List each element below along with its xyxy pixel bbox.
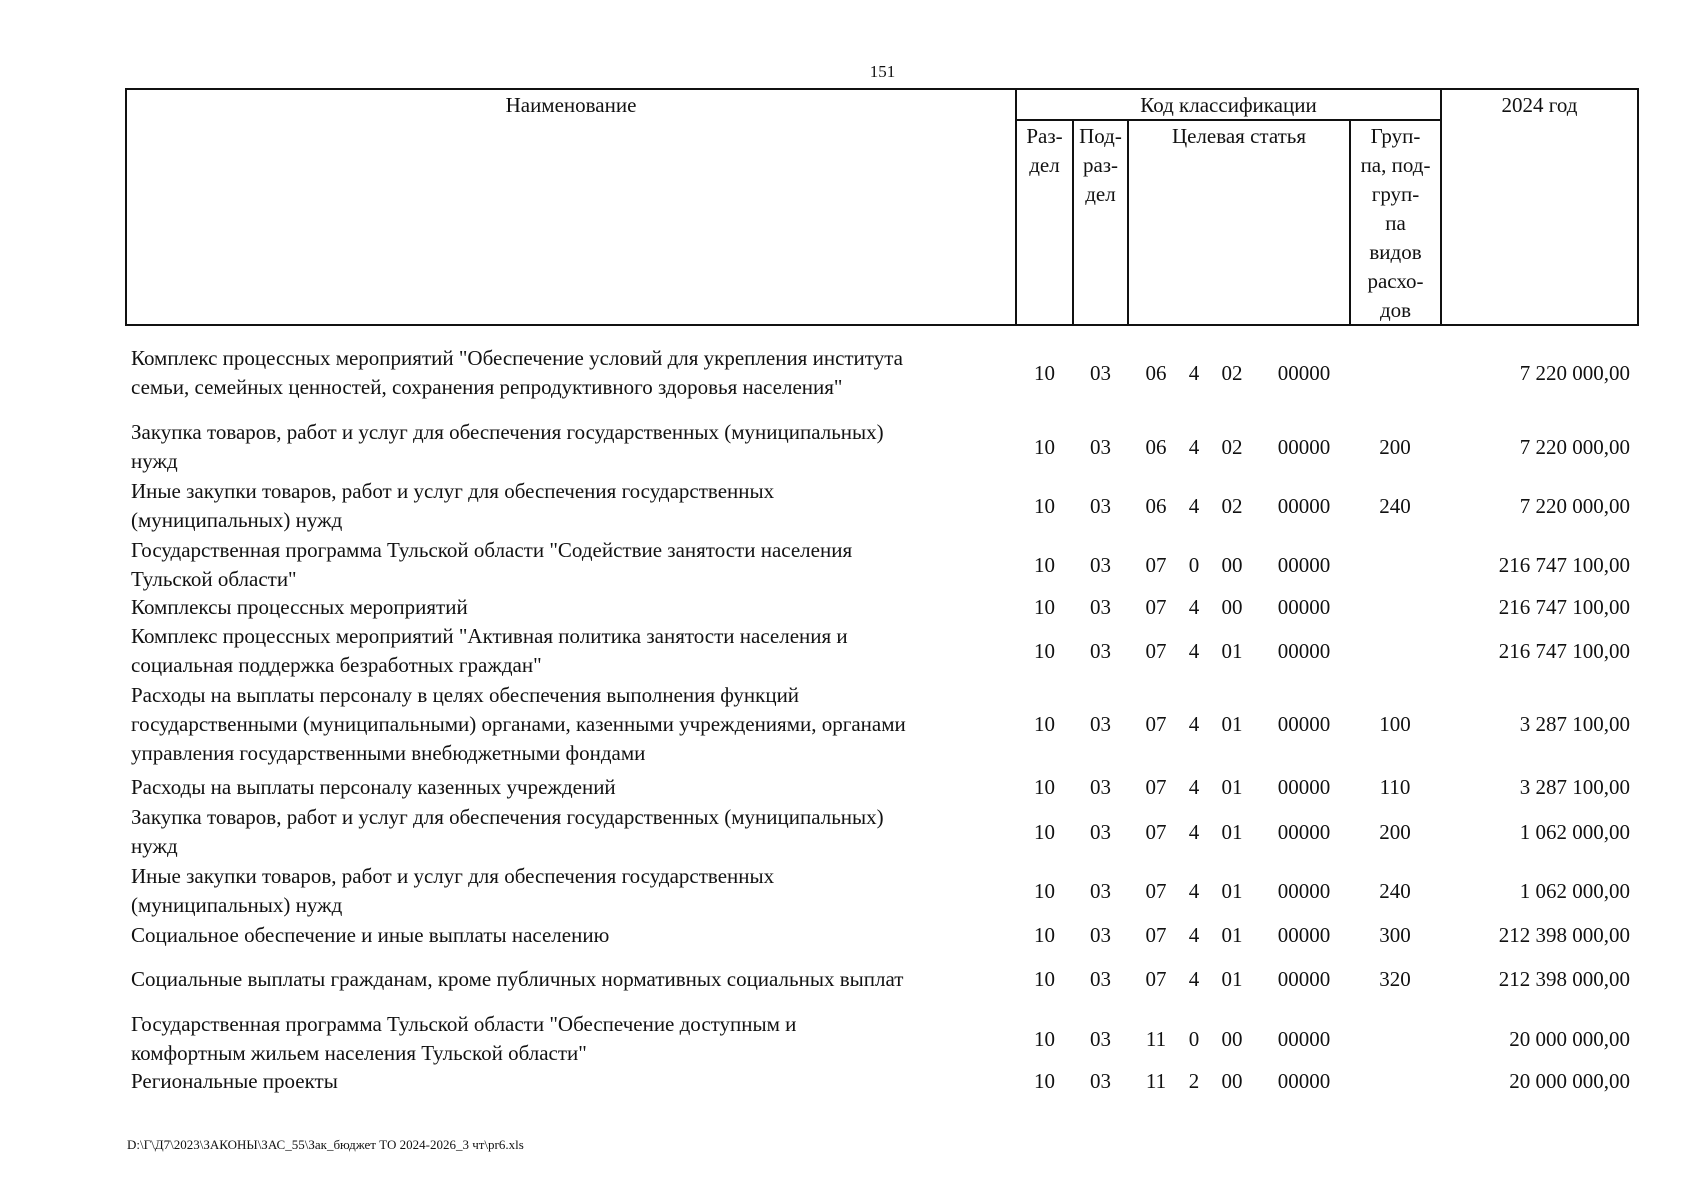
row-t2: 4 [1188,819,1200,844]
row-section: 10 [1034,878,1055,903]
row-name-line: государственными (муниципальными) органами, казенными учреждениями, органами [131,712,906,736]
row-name-line: Расходы на выплаты персоналу в целях обеспечения выполнения функций [131,683,800,707]
group_lines-line: дов [1379,298,1412,322]
row-name-line: Комплексы процессных мероприятий [131,595,468,619]
row-amount: 7 220 000,00 [1519,360,1630,385]
row-t4: 00000 [1277,775,1331,799]
row-t4: 00000 [1277,434,1331,459]
group_lines-line: груп- [1371,182,1420,206]
row-t4: 00000 [1277,1026,1331,1051]
row-name-line: Тульской области" [131,567,297,591]
section_lines-line: Раз- [1026,124,1063,148]
row-name [131,418,1011,476]
row-t3: 02 [1221,360,1243,385]
row-name-line: Государственная программа Тульской области "Содействие занятости населения [131,538,853,562]
row-section: 10 [1034,712,1055,736]
row-name [131,344,1011,402]
row-section: 10 [1034,1026,1055,1051]
row-t1: 06 [1145,434,1167,459]
header-year: 2024 год [1501,93,1578,117]
row-name-line: Расходы на выплаты персоналу казенных учреждений [131,775,616,799]
row-t3: 01 [1221,878,1243,903]
row-t3: 01 [1221,712,1243,736]
row-group: 200 [1379,434,1411,459]
row-t2: 4 [1188,638,1200,663]
row-subsection: 03 [1090,967,1111,991]
row-t3: 01 [1221,819,1243,844]
row-amount: 7 220 000,00 [1519,493,1630,518]
row-subsection: 03 [1090,493,1111,518]
row-t4: 00000 [1277,360,1331,385]
group_lines-line: расхо- [1367,269,1424,293]
row-t2: 4 [1188,967,1200,991]
row-amount: 20 000 000,00 [1509,1026,1630,1051]
row-section: 10 [1034,1069,1055,1093]
row-section: 10 [1034,595,1055,619]
row-subsection: 03 [1090,712,1111,736]
row-t1: 06 [1145,493,1167,518]
row-subsection: 03 [1090,360,1111,385]
row-name-line: Закупка товаров, работ и услуг для обеспечения государственных (муниципальных) [131,805,884,829]
row-name [131,1067,1011,1096]
group_lines-line: па, под- [1360,153,1431,177]
row-name [131,921,1011,950]
row-section: 10 [1034,638,1055,663]
row-name-line: Социальное обеспечение и иные выплаты населению [131,923,610,947]
row-t4: 00000 [1277,595,1331,619]
row-name [131,862,1011,920]
row-t2: 0 [1188,1026,1200,1051]
subsection_lines-line: Под- [1079,124,1122,148]
row-t4: 00000 [1277,1069,1331,1093]
row-t3: 00 [1221,1069,1243,1093]
row-section: 10 [1034,819,1055,844]
row-t1: 07 [1145,923,1167,947]
row-name-line: комфортным жильем населения Тульской области" [131,1041,587,1065]
row-section: 10 [1034,775,1055,799]
row-section: 10 [1034,360,1055,385]
row-name-line: нужд [131,449,178,473]
row-t1: 07 [1145,775,1167,799]
row-t2: 4 [1188,434,1200,459]
row-t1: 07 [1145,819,1167,844]
row-name [131,965,1011,994]
row-subsection: 03 [1090,1026,1111,1051]
row-t4: 00000 [1277,552,1331,577]
row-t1: 07 [1145,878,1167,903]
row-name-line: Социальные выплаты гражданам, кроме публичных нормативных социальных выплат [131,967,904,991]
row-group: 300 [1379,923,1411,947]
row-t3: 01 [1221,775,1243,799]
row-group: 240 [1379,878,1411,903]
row-t4: 00000 [1277,923,1331,947]
row-name-line: Иные закупки товаров, работ и услуг для обеспечения государственных [131,864,775,888]
row-section: 10 [1034,923,1055,947]
row-t3: 01 [1221,923,1243,947]
header-classification-code: Код классификации [1140,93,1317,117]
row-group: 320 [1379,967,1411,991]
row-t1: 06 [1145,360,1167,385]
row-section: 10 [1034,967,1055,991]
row-subsection: 03 [1090,819,1111,844]
row-amount: 216 747 100,00 [1498,638,1630,663]
row-subsection: 03 [1090,878,1111,903]
row-t2: 2 [1188,1069,1200,1093]
row-t4: 00000 [1277,493,1331,518]
subsection_lines-line: дел [1085,182,1116,206]
row-name-line: Комплекс процессных мероприятий "Активная политика занятости населения и [131,624,848,648]
group_lines-line: па [1385,211,1406,235]
row-name [131,622,1011,680]
row-name [131,536,1011,594]
row-section: 10 [1034,434,1055,459]
row-t3: 00 [1221,1026,1243,1051]
row-amount: 216 747 100,00 [1498,595,1630,619]
row-amount: 212 398 000,00 [1498,967,1630,991]
row-name [131,477,1011,535]
row-name-line: Закупка товаров, работ и услуг для обеспечения государственных (муниципальных) [131,420,884,444]
row-amount: 3 287 100,00 [1519,775,1630,799]
row-t1: 07 [1145,967,1167,991]
row-name-line: (муниципальных) нужд [131,893,343,917]
row-subsection: 03 [1090,595,1111,619]
row-name [131,593,1011,622]
row-amount: 216 747 100,00 [1498,552,1630,577]
row-name [131,681,1011,768]
row-section: 10 [1034,552,1055,577]
row-amount: 1 062 000,00 [1519,819,1630,844]
row-amount: 212 398 000,00 [1498,923,1630,947]
row-amount: 3 287 100,00 [1519,712,1630,736]
header-name: Наименование [505,93,637,117]
section_lines-line: дел [1029,153,1060,177]
row-subsection: 03 [1090,552,1111,577]
header-group [1351,122,1440,325]
row-amount: 7 220 000,00 [1519,434,1630,459]
row-t4: 00000 [1277,878,1331,903]
row-t1: 11 [1145,1026,1167,1051]
row-subsection: 03 [1090,638,1111,663]
row-subsection: 03 [1090,923,1111,947]
row-name [131,773,1011,802]
header-section [1017,122,1072,180]
row-group: 240 [1379,493,1411,518]
row-t2: 4 [1188,878,1200,903]
row-name-line: семьи, семейных ценностей, сохранения репродуктивного здоровья населения" [131,375,843,399]
row-t3: 01 [1221,638,1243,663]
row-amount: 20 000 000,00 [1509,1069,1630,1093]
row-amount: 1 062 000,00 [1519,878,1630,903]
row-t1: 11 [1145,1069,1167,1093]
row-t4: 00000 [1277,712,1331,736]
row-name-line: нужд [131,834,178,858]
row-t1: 07 [1145,595,1167,619]
row-name-line: управления государственными внебюджетными фондами [131,741,646,765]
row-group: 100 [1379,712,1411,736]
group_lines-line: видов [1369,240,1422,264]
row-section: 10 [1034,493,1055,518]
row-name-line: Государственная программа Тульской области "Обеспечение доступным и [131,1012,797,1036]
row-t1: 07 [1145,638,1167,663]
row-t2: 4 [1188,923,1200,947]
row-group: 200 [1379,819,1411,844]
row-subsection: 03 [1090,434,1111,459]
row-name-line: Комплекс процессных мероприятий "Обеспечение условий для укрепления института [131,346,903,370]
row-t3: 00 [1221,552,1243,577]
row-t3: 02 [1221,434,1243,459]
row-t1: 07 [1145,712,1167,736]
row-t2: 4 [1188,595,1200,619]
row-t3: 02 [1221,493,1243,518]
row-t4: 00000 [1277,967,1331,991]
footer-file-path: D:\Г\Д7\2023\ЗАКОНЫ\ЗАС_55\Зак_бюджет ТО 2024-2026_3 чт\pr6.xls [127,1137,524,1152]
row-group: 110 [1379,775,1411,799]
row-t4: 00000 [1277,638,1331,663]
row-t2: 4 [1188,493,1200,518]
row-t3: 00 [1221,595,1243,619]
row-subsection: 03 [1090,775,1111,799]
row-name-line: (муниципальных) нужд [131,508,343,532]
row-t3: 01 [1221,967,1243,991]
group_lines-line: Груп- [1370,124,1421,148]
row-name-line: социальная поддержка безработных граждан" [131,653,542,677]
row-t4: 00000 [1277,819,1331,844]
row-t2: 0 [1188,552,1200,577]
row-name [131,1010,1011,1068]
page-number: 151 [869,62,896,81]
row-name [131,803,1011,861]
row-name-line: Иные закупки товаров, работ и услуг для обеспечения государственных [131,479,775,503]
row-t2: 4 [1188,360,1200,385]
row-name-line: Региональные проекты [131,1069,338,1093]
header-subsection [1074,122,1127,209]
row-subsection: 03 [1090,1069,1111,1093]
subsection_lines-line: раз- [1082,153,1119,177]
header-divider-v [1440,88,1442,326]
header-target-article: Целевая статья [1171,124,1307,148]
row-t2: 4 [1188,712,1200,736]
row-t2: 4 [1188,775,1200,799]
row-t1: 07 [1145,552,1167,577]
